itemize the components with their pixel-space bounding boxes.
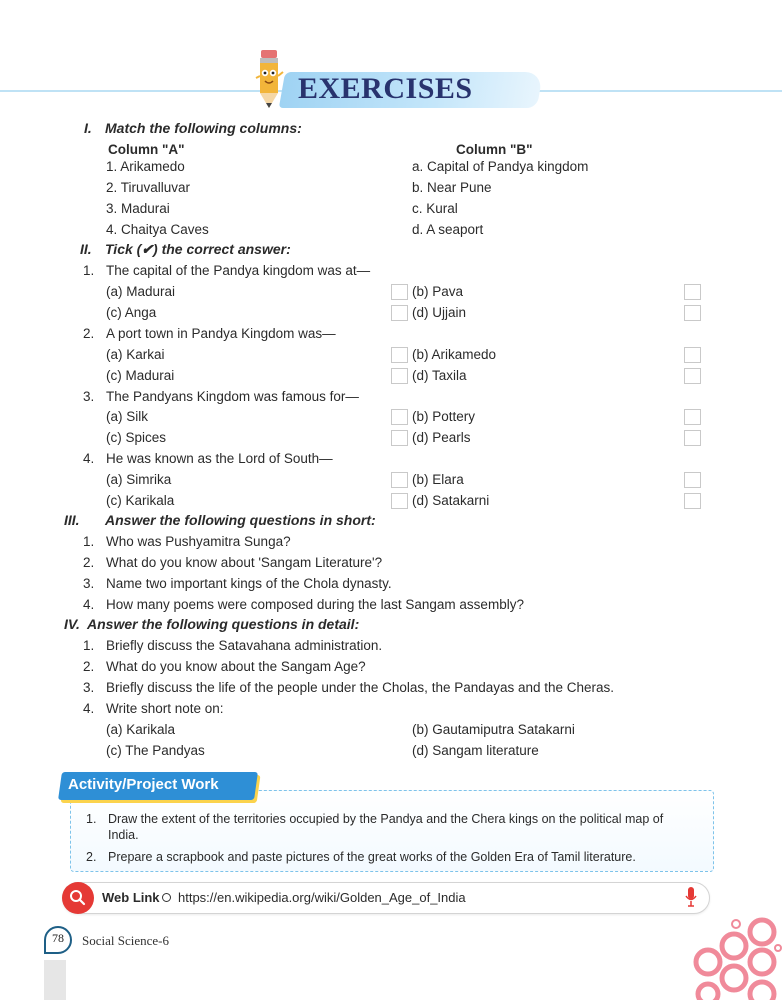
column-b-item: c. Kural [412,201,458,216]
weblink-url[interactable]: https://en.wikipedia.org/wiki/Golden_Age_of_India [178,890,466,905]
note-option: (b) Gautamiputra Satakarni [412,722,575,737]
column-a-item: 1. Arikamedo [106,159,185,174]
weblink-label: Web Link [102,890,160,905]
section-3-heading: Answer the following questions in short: [105,512,376,528]
question-number: 1. [83,263,95,278]
answer-checkbox[interactable] [391,430,408,446]
question-number: 4. [83,451,95,466]
page-title: EXERCISES [298,72,473,105]
activity-text: India. [108,828,139,842]
page-edge-strip [44,960,66,1000]
answer-checkbox[interactable] [684,493,701,509]
option-label: (a) Silk [106,409,149,424]
question-text: The capital of the Pandya kingdom was at— [106,263,371,278]
option-label: (c) Madurai [106,368,175,383]
question-text: The Pandyans Kingdom was famous for— [106,389,359,404]
option-label: (d) Ujjain [412,305,467,320]
option-label: (a) Madurai [106,284,176,299]
question-text: Name two important kings of the Chola dynasty. [106,576,392,591]
microphone-icon[interactable] [684,886,698,910]
answer-checkbox[interactable] [391,472,408,488]
question-number: 3. [83,576,95,591]
answer-checkbox[interactable] [684,305,701,321]
section-4-number: IV. [64,616,80,632]
answer-checkbox[interactable] [391,493,408,509]
answer-checkbox[interactable] [391,347,408,363]
activity-number: 2. [86,850,97,864]
question-number: 4. [83,597,95,612]
column-b-item: b. Near Pune [412,180,492,195]
section-2-heading: Tick (✔) the correct answer: [105,241,291,257]
search-icon[interactable] [62,882,94,914]
option-label: (b) Pottery [412,409,476,424]
question-text: Briefly discuss the Satavahana administration. [106,638,383,653]
option-label: (d) Pearls [412,430,471,445]
question-text: A port town in Pandya Kingdom was— [106,326,336,341]
column-a-item: 4. Chaitya Caves [106,222,209,237]
question-number: 2. [83,659,95,674]
section-1-number: I. [84,120,92,136]
question-number: 3. [83,680,95,695]
question-text: What do you know about 'Sangam Literature'? [106,555,383,570]
column-a-heading: Column "A" [108,142,185,157]
footer-book-title: Social Science-6 [82,933,169,948]
pencil-mascot-icon [252,48,286,110]
activity-text: Draw the extent of the territories occupied by the Pandya and the Chera kings on the political map of [108,812,664,826]
activity-number: 1. [86,812,97,826]
question-text: He was known as the Lord of South— [106,451,333,466]
answer-checkbox[interactable] [684,472,701,488]
question-number: 1. [83,638,95,653]
activity-text: Prepare a scrapbook and paste pictures of the great works of the Golden Era of Tamil literature. [108,850,636,864]
question-text: Briefly discuss the life of the people under the Cholas, the Pandayas and the Cheras. [106,680,615,695]
question-number: 3. [83,389,95,404]
page-number: 78 [52,931,64,945]
activity-title: Activity/Project Work [68,776,219,793]
option-label: (c) Anga [106,305,157,320]
note-option: (c) The Pandyas [106,743,205,758]
answer-checkbox[interactable] [391,368,408,384]
column-a-item: 2. Tiruvalluvar [106,180,191,195]
note-option: (a) Karikala [106,722,176,737]
answer-checkbox[interactable] [684,347,701,363]
circle-bullet-icon [162,893,171,902]
question-text: How many poems were composed during the last Sangam assembly? [106,597,524,612]
section-3-number: III. [64,512,80,528]
answer-checkbox[interactable] [391,409,408,425]
note-option: (d) Sangam literature [412,743,539,758]
option-label: (a) Simrika [106,472,172,487]
column-b-heading: Column "B" [456,142,533,157]
question-number: 2. [83,555,95,570]
answer-checkbox[interactable] [391,284,408,300]
column-b-item: a. Capital of Pandya kingdom [412,159,589,174]
option-label: (a) Karkai [106,347,165,362]
option-label: (b) Arikamedo [412,347,497,362]
answer-checkbox[interactable] [684,368,701,384]
section-2-number: II. [80,241,92,257]
question-number: 4. [83,701,95,716]
section-4-heading: Answer the following questions in detail: [87,616,360,632]
answer-checkbox[interactable] [684,284,701,300]
section-1-heading: Match the following columns: [105,120,302,136]
option-label: (d) Satakarni [412,493,490,508]
question-number: 2. [83,326,95,341]
option-label: (b) Pava [412,284,464,299]
decorative-circles-icon [678,914,782,1000]
option-label: (b) Elara [412,472,464,487]
column-a-item: 3. Madurai [106,201,170,216]
option-label: (d) Taxila [412,368,467,383]
question-text: What do you know about the Sangam Age? [106,659,366,674]
option-label: (c) Spices [106,430,167,445]
question-text: Who was Pushyamitra Sunga? [106,534,291,549]
question-number: 1. [83,534,95,549]
question-text: Write short note on: [106,701,224,716]
column-b-item: d. A seaport [412,222,484,237]
option-label: (c) Karikala [106,493,175,508]
answer-checkbox[interactable] [391,305,408,321]
answer-checkbox[interactable] [684,430,701,446]
answer-checkbox[interactable] [684,409,701,425]
